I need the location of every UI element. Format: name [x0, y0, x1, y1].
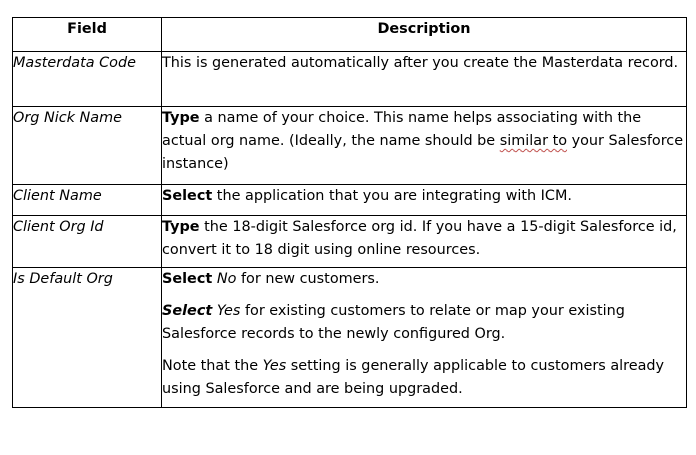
field-name: Client Name	[13, 185, 162, 216]
field-description	[162, 216, 687, 268]
description-text: for new customers.	[236, 271, 380, 287]
action-keyword: Select	[162, 271, 213, 287]
option-value: Yes	[262, 358, 287, 374]
action-keyword: Type	[162, 219, 200, 235]
table-row	[13, 107, 687, 185]
description-text: your Salesforce instance)	[162, 133, 684, 172]
field-name: Masterdata Code	[13, 52, 162, 107]
field-description	[162, 52, 687, 107]
field-name: Client Org Id	[13, 216, 162, 268]
column-header-description: Description	[162, 18, 687, 52]
table-row	[13, 268, 687, 408]
field-name: Is Default Org	[13, 268, 162, 408]
table-row	[13, 185, 687, 216]
table-row	[13, 216, 687, 268]
description-paragraph	[162, 355, 686, 401]
description-text: a name of your choice. This name helps associating with the actual org name. (Ideally, the name should be	[162, 110, 642, 149]
description-paragraph	[162, 268, 686, 291]
table-row	[13, 52, 687, 107]
description-text: the 18-digit Salesforce org id. If you have a 15-digit Salesforce id, convert it to 18 digit using online resources.	[162, 219, 677, 258]
field-description	[162, 268, 687, 408]
table-header-row	[13, 18, 687, 52]
option-value: Yes	[216, 303, 241, 319]
field-description	[162, 185, 687, 216]
spellcheck-underlined-text: similar to	[499, 133, 568, 149]
field-description-table	[12, 17, 687, 408]
description-text: This is generated automatically after you create the Masterdata record.	[162, 55, 679, 71]
description-text: Note that the	[162, 358, 263, 374]
action-keyword: Select	[162, 188, 213, 204]
field-name: Org Nick Name	[13, 107, 162, 185]
field-description	[162, 107, 687, 185]
action-keyword: Select	[162, 303, 213, 319]
action-keyword: Type	[162, 110, 200, 126]
description-paragraph	[162, 300, 686, 346]
description-text: the application that you are integrating with ICM.	[212, 188, 572, 204]
description-text: setting is generally applicable to customers already using Salesforce and are being upgraded.	[162, 358, 665, 397]
option-value: No	[216, 271, 237, 287]
description-text: for existing customers to relate or map your existing Salesforce records to the newly configured Org.	[162, 303, 625, 342]
column-header-field: Field	[13, 18, 162, 52]
